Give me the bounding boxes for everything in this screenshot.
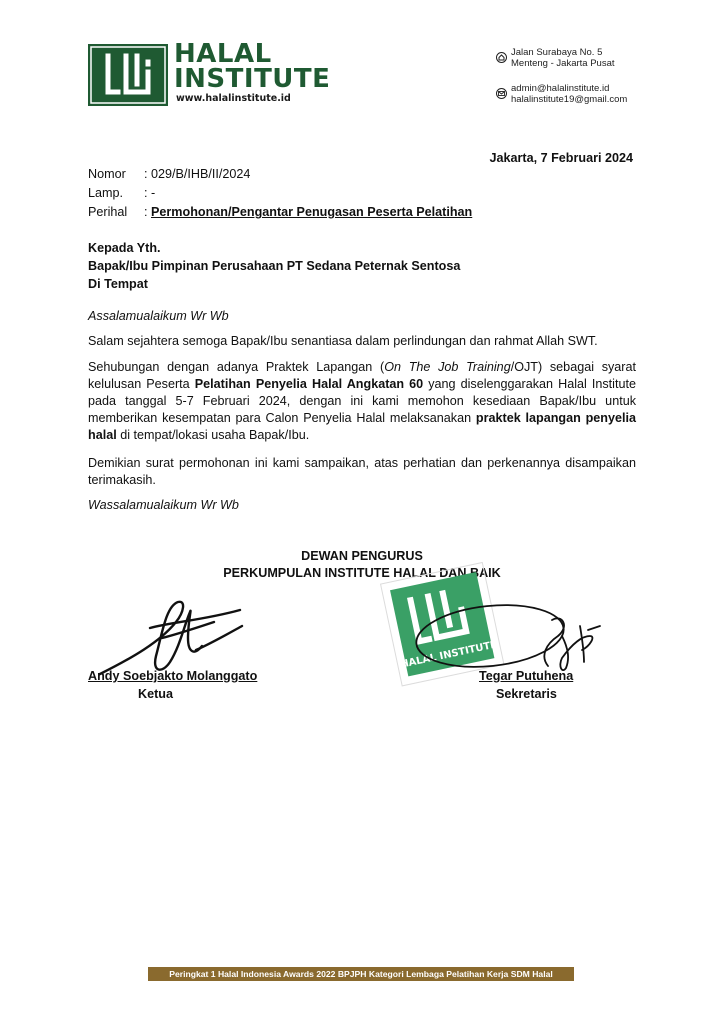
logo-line2: INSTITUTE xyxy=(174,64,331,94)
logo-line1: HALAL xyxy=(174,39,272,69)
para2-c: /OJT) sebagai syarat kelulusan Peserta xyxy=(88,360,636,391)
closing: Wassalamualaikum Wr Wb xyxy=(88,498,239,512)
para2-d: Pelatihan Penyelia Halal Angkatan 60 xyxy=(194,377,424,391)
letter-meta xyxy=(88,166,472,223)
para2-b: On The Job Training xyxy=(384,360,511,374)
logo-wordmark xyxy=(174,39,331,94)
website-url[interactable]: www.halalinstitute.id xyxy=(176,93,291,104)
para2-a: Sehubungan dengan adanya Praktek Lapangan ( xyxy=(88,360,385,374)
lamp-value: : - xyxy=(144,186,156,200)
perihal-value: Permohonan/Pengantar Penugasan Peserta Pelatihan xyxy=(151,205,473,219)
email-block xyxy=(511,83,627,105)
logo-mark xyxy=(88,44,168,106)
nomor-row xyxy=(88,166,472,185)
para2-g: di tempat/lokasi usaha Bapak/Ibu. xyxy=(116,428,310,442)
nomor-value: : 029/B/IHB/II/2024 xyxy=(144,167,251,181)
greeting: Assalamualaikum Wr Wb xyxy=(88,309,229,323)
nomor-label: Nomor xyxy=(88,167,126,181)
recipient-line2: Bapak/Ibu Pimpinan Perusahaan PT Sedana Peternak Sentosa xyxy=(88,259,461,273)
email-icon xyxy=(496,86,507,104)
para2-f: praktek lapangan penyelia halal xyxy=(88,411,637,442)
address-block xyxy=(511,47,615,69)
right-signer-name: Tegar Putuhena xyxy=(479,669,574,683)
perihal-sep: : xyxy=(144,205,151,219)
address-line2: Menteng - Jakarta Pusat xyxy=(511,58,615,69)
para2-e: yang diselenggarakan Halal Institute pada tanggal 5-7 Februari 2024, dengan ini kami memohon kesediaan Bapak/Ibu untuk memberikan kesempatan para Calon Penyelia Halal melaksanakan xyxy=(88,377,636,425)
recipient-block xyxy=(88,240,460,294)
org-title-line2: PERKUMPULAN INSTITUTE HALAL DAN BAIK xyxy=(223,566,501,580)
paragraph-2 xyxy=(88,359,636,444)
perihal-row xyxy=(88,204,472,223)
left-signer-role: Ketua xyxy=(138,687,173,701)
recipient-line3: Di Tempat xyxy=(88,277,148,291)
right-signer-role: Sekretaris xyxy=(496,687,557,701)
footer-award-banner: Peringkat 1 Halal Indonesia Awards 2022 BPJPH Kategori Lembaga Pelatihan Kerja SDM Halal xyxy=(148,967,574,981)
email-secondary[interactable]: halalinstitute19@gmail.com xyxy=(511,94,628,105)
org-title-line1: DEWAN PENGURUS xyxy=(301,549,423,563)
email-primary[interactable]: admin@halalinstitute.id xyxy=(511,83,610,94)
lamp-row xyxy=(88,185,472,204)
lamp-label: Lamp. xyxy=(88,186,124,200)
stamp-label: HALAL INSTITUTE xyxy=(399,639,499,671)
perihal-label: Perihal xyxy=(88,205,128,219)
location-icon xyxy=(496,50,507,68)
address-line1: Jalan Surabaya No. 5 xyxy=(511,47,603,58)
recipient-line1: Kepada Yth. xyxy=(88,241,161,255)
paragraph-1: Salam sejahtera semoga Bapak/Ibu senantiasa dalam perlindungan dan rahmat Allah SWT. xyxy=(88,334,598,348)
halal-logo-icon xyxy=(88,44,168,106)
left-signer-name: Andy Soebjakto Molanggato xyxy=(88,669,258,683)
paragraph-3: Demikian surat permohonan ini kami sampaikan, atas perhatian dan perkenannya disampaikan terimakasih. xyxy=(88,456,636,487)
letter-date: Jakarta, 7 Februari 2024 xyxy=(489,151,633,165)
